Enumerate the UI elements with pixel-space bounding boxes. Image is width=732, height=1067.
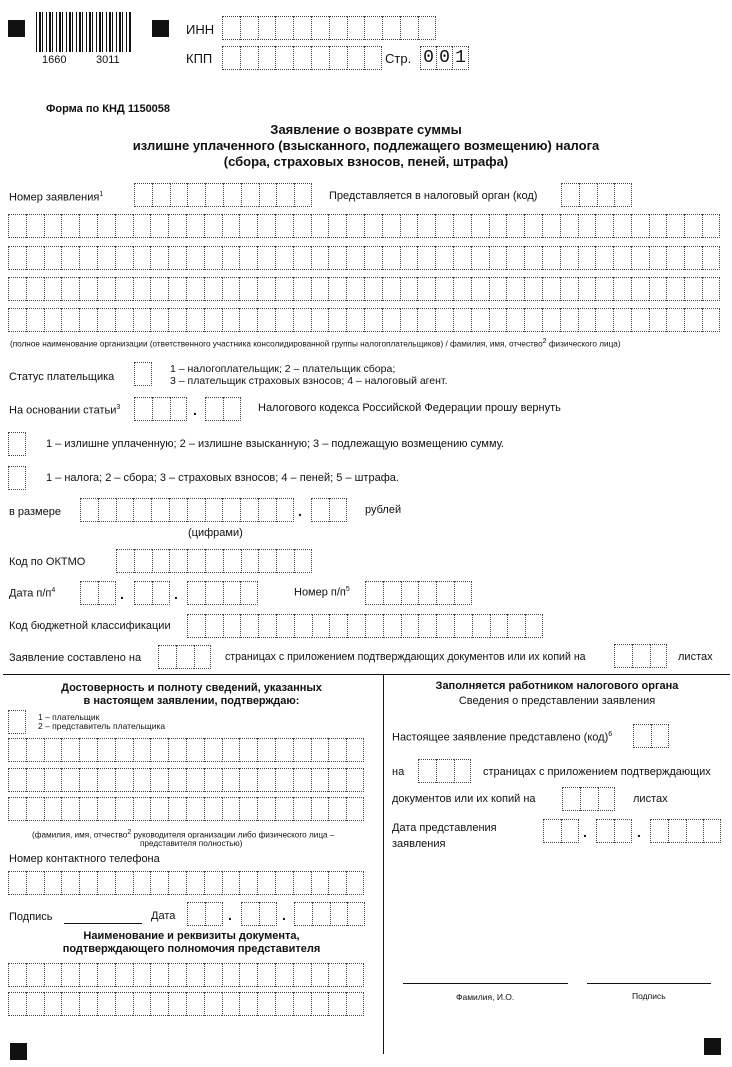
- pages-middle: страницах с приложением подтверждающих документов или их копий на: [225, 651, 586, 663]
- signer-name-row-3[interactable]: [8, 797, 364, 821]
- amount-caption: (цифрами): [188, 527, 243, 539]
- page-number-field[interactable]: [420, 46, 469, 70]
- submission-date-year[interactable]: [650, 819, 721, 843]
- officer-name-caption: Фамилия, И.О.: [456, 992, 515, 1002]
- kbk-field[interactable]: [187, 614, 543, 638]
- signer-caption-2: представителя полностью): [140, 839, 243, 848]
- date-label: Дата: [151, 910, 176, 922]
- registration-mark-bottom-right: [704, 1038, 721, 1055]
- pages-count-field[interactable]: [158, 645, 211, 669]
- org-name-row-4[interactable]: [8, 308, 720, 332]
- form-code: Форма по КНД 1150058: [46, 103, 171, 115]
- oktmo-field[interactable]: [116, 549, 312, 573]
- officer-heading: Заполняется работником налогового органа: [435, 680, 679, 692]
- submission-date-label-2: заявления: [392, 838, 446, 850]
- tax-authority-label: Представляется в налоговый орган (код): [329, 190, 538, 202]
- payer-status-options-2: 3 – плательщик страховых взносов; 4 – налоговый агент.: [170, 375, 448, 387]
- authority-doc-row-2[interactable]: [8, 992, 364, 1016]
- payer-status-field[interactable]: [134, 362, 152, 386]
- phone-field[interactable]: [8, 871, 364, 895]
- return-kind-field[interactable]: [8, 432, 26, 456]
- submission-date-day[interactable]: [543, 819, 579, 843]
- officer-signature-line[interactable]: [587, 983, 711, 984]
- pages-suffix: листах: [678, 651, 713, 663]
- signature-label: Подпись: [9, 911, 53, 923]
- date-pp-day[interactable]: [80, 581, 116, 605]
- confirm-heading-1: Достоверность и полноту сведений, указанных: [61, 682, 322, 694]
- org-name-row-3[interactable]: [8, 277, 720, 301]
- submission-date-label-1: Дата представления: [392, 822, 497, 834]
- submitted-code-field[interactable]: [633, 724, 669, 748]
- org-name-caption: (полное наименование организации (ответственного участника консолидированной группы налогоплательщиков) / фамилия, имя, отчество$^2$ физического лица): [10, 338, 621, 349]
- authority-doc-heading-2: подтверждающего полномочия представителя: [62, 943, 321, 955]
- officer-subheading: Сведения о представлении заявления: [458, 695, 656, 707]
- article-suffix: Налогового кодекса Российской Федерации прошу вернуть: [258, 402, 561, 414]
- payer-status-options-1: 1 – налогоплательщик; 2 – плательщик сбора;: [170, 363, 396, 375]
- return-kind-options: 1 – излишне уплаченную; 2 – излишне взысканную; 3 – подлежащую возмещению сумму.: [46, 438, 505, 450]
- registration-mark-bottom-left: [10, 1043, 27, 1060]
- phone-label: Номер контактного телефона: [9, 853, 160, 865]
- officer-pages-field[interactable]: [418, 759, 471, 783]
- page-digit: 1: [452, 46, 469, 70]
- amount-label: в размере: [9, 506, 61, 518]
- submitted-label: Настоящее заявление представлено (код)$^6$: [392, 731, 613, 744]
- inn-label: ИНН: [186, 22, 215, 37]
- kpp-label: КПП: [186, 51, 213, 66]
- officer-docs-text: документов или их копий на: [392, 793, 536, 805]
- sign-date-day[interactable]: [187, 902, 223, 926]
- submission-date-month[interactable]: [596, 819, 632, 843]
- date-pp-year[interactable]: [187, 581, 258, 605]
- page-label: Стр.: [385, 51, 412, 66]
- title-line-1: Заявление о возврате суммы: [270, 122, 462, 137]
- amount-kopecks-field[interactable]: [311, 498, 347, 522]
- title-line-2: излишне уплаченного (взысканного, подлежащего возмещению) налога: [132, 138, 600, 153]
- signer-type-field[interactable]: [8, 710, 26, 734]
- officer-sheets-field[interactable]: [562, 787, 615, 811]
- officer-pages-text: страницах с приложением подтверждающих: [483, 766, 711, 778]
- org-name-row-2[interactable]: [8, 246, 720, 270]
- amount-rubles-field[interactable]: [80, 498, 294, 522]
- kbk-label: Код бюджетной классификации: [9, 620, 171, 632]
- signer-name-row-2[interactable]: [8, 768, 364, 792]
- tax-authority-field[interactable]: [561, 183, 632, 207]
- column-divider: [383, 674, 384, 1054]
- registration-mark-top-right: [152, 20, 169, 37]
- title-line-3: (сбора, страховых взносов, пеней, штрафа): [223, 154, 509, 169]
- oktmo-label: Код по ОКТМО: [9, 556, 86, 568]
- date-pp-month[interactable]: [134, 581, 170, 605]
- officer-sheets-label: листах: [633, 793, 668, 805]
- signer-option-1: 1 – плательщик: [38, 712, 100, 722]
- barcode-number-right: 3011: [96, 54, 120, 66]
- article-number-field[interactable]: [134, 397, 187, 421]
- article-part-field[interactable]: [205, 397, 241, 421]
- sign-date-year[interactable]: [294, 902, 365, 926]
- officer-name-line[interactable]: [403, 983, 568, 984]
- on-label: на: [392, 766, 405, 778]
- date-pp-label: Дата $п/п^4$: [9, 587, 56, 600]
- kpp-field[interactable]: [222, 46, 382, 70]
- payment-kind-field[interactable]: [8, 466, 26, 490]
- page-digit: 0: [420, 46, 436, 70]
- pages-prefix: Заявление составлено на: [9, 652, 142, 664]
- document-title: [0, 122, 732, 170]
- signer-option-2: 2 – представитель плательщика: [38, 721, 166, 731]
- signer-name-row-1[interactable]: [8, 738, 364, 762]
- officer-sign-caption: Подпись: [632, 991, 666, 1001]
- number-pp-field[interactable]: [365, 581, 472, 605]
- application-number-field[interactable]: [134, 183, 312, 207]
- sheets-count-field[interactable]: [614, 644, 667, 668]
- number-pp-label: Номер $п/п^5$: [294, 586, 350, 599]
- page-digit: 0: [436, 46, 452, 70]
- confirm-heading-2: в настоящем заявлении, подтверждаю:: [83, 695, 300, 707]
- authority-doc-row-1[interactable]: [8, 963, 364, 987]
- org-name-row-1[interactable]: [8, 214, 720, 238]
- amount-currency: рублей: [365, 504, 402, 516]
- registration-mark-top-left: [8, 20, 25, 37]
- barcode: [36, 12, 131, 52]
- authority-doc-heading-1: Наименование и реквизиты документа,: [83, 930, 300, 942]
- payer-status-label: Статус плательщика: [9, 371, 115, 383]
- inn-field[interactable]: [222, 16, 436, 40]
- signature-line[interactable]: [64, 923, 142, 924]
- sign-date-month[interactable]: [241, 902, 277, 926]
- payment-kind-options: 1 – налога; 2 – сбора; 3 – страховых взносов; 4 – пеней; 5 – штрафа.: [46, 472, 399, 484]
- article-basis-label: На основании статьи$^3$: [9, 404, 121, 417]
- barcode-number-left: 1660: [42, 54, 67, 66]
- application-number-label: Номер заявления$^1$: [9, 191, 104, 204]
- section-divider: [3, 674, 730, 675]
- signer-caption-1: (фамилия, имя, отчество$^2$ руководителя организации либо физического лица –: [32, 829, 335, 840]
